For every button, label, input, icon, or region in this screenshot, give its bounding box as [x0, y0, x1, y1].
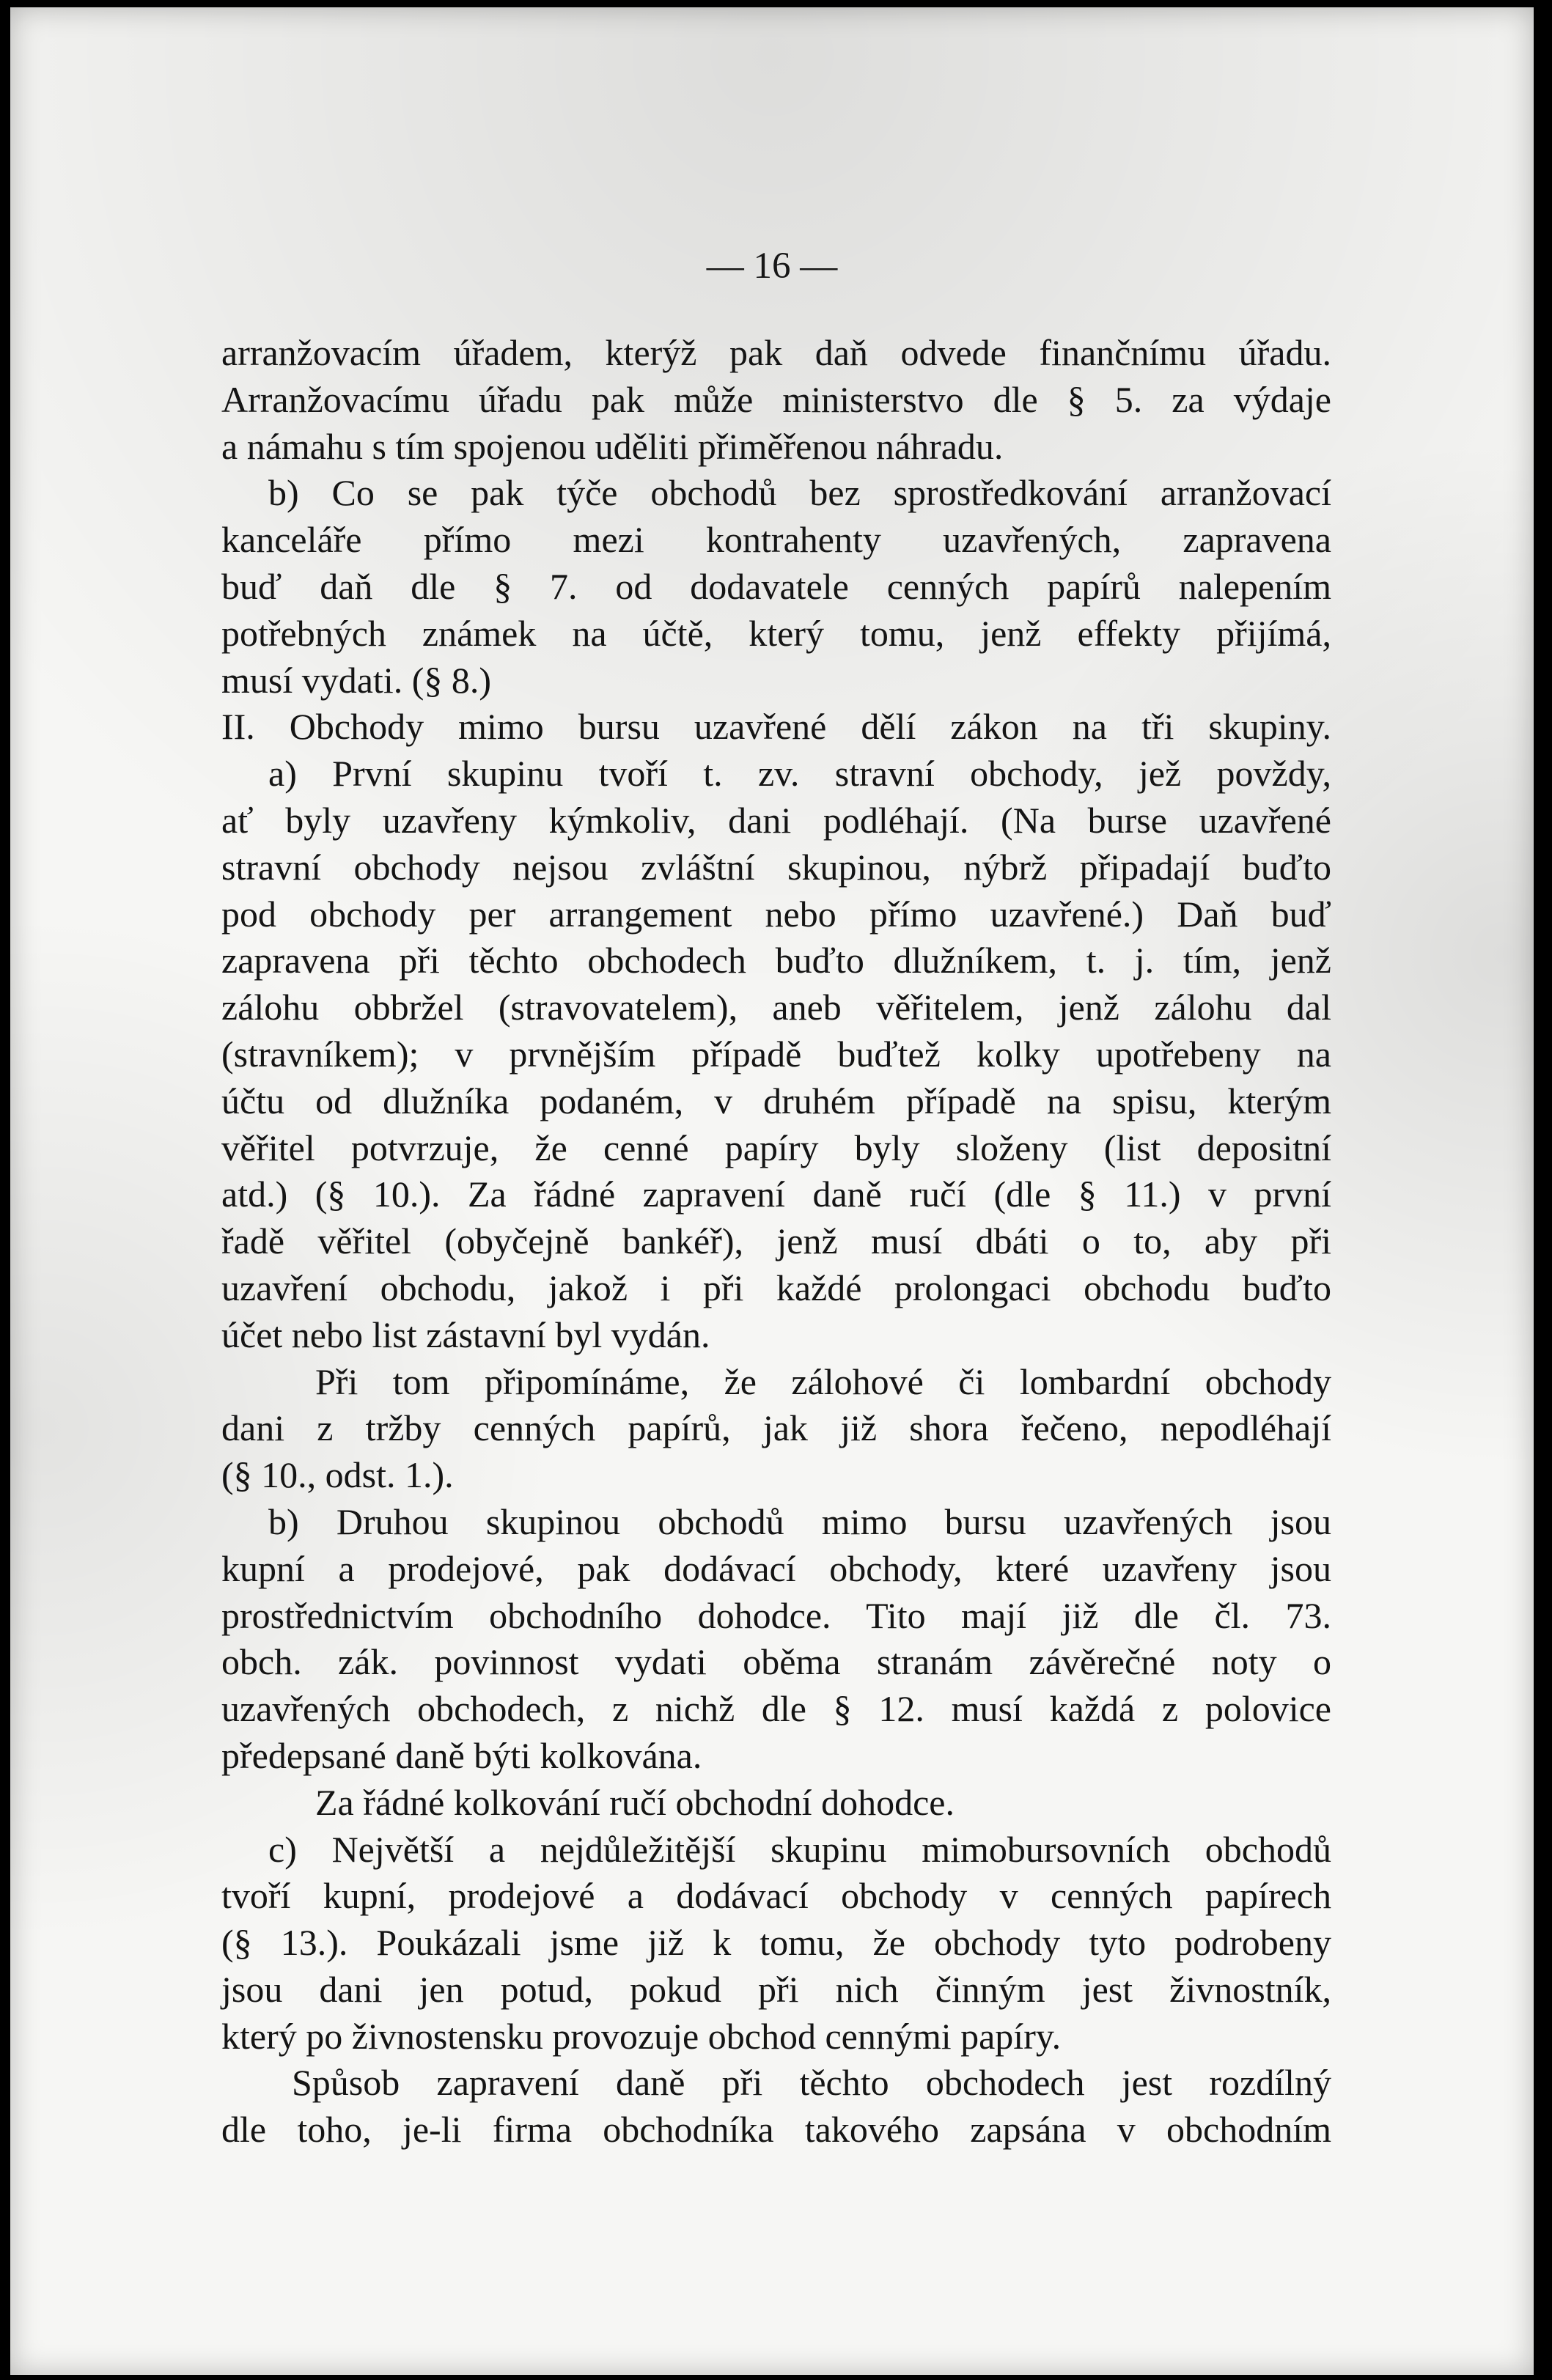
text-line: uzavřených obchodech, z nichž dle § 12. musí každá z polovice: [221, 1688, 1331, 1730]
text-line: Za řádné kolkování ručí obchodní dohodce.: [315, 1781, 955, 1823]
scanned-page: [10, 7, 1534, 2375]
page-number: — 16 —: [706, 246, 838, 287]
text-line: Při tom připomínáme, že zálohové či lombardní obchody: [315, 1360, 1331, 1402]
text-line: věřitel potvrzuje, že cenné papíry byly složeny (list depositní: [221, 1127, 1331, 1168]
text-line: prostřednictvím obchodního dohodce. Tito mají již dle čl. 73.: [221, 1594, 1331, 1636]
text-line: účet nebo list zástavní byl vydán.: [221, 1314, 710, 1355]
text-line: Spůsob zapravení daně při těchto obchodech jest rozdílný: [292, 2062, 1331, 2104]
text-line: zálohu obbržel (stravovatelem), aneb věřitelem, jenž zálohu dal: [221, 987, 1331, 1028]
text-line: a) První skupinu tvoří t. zv. stravní obchody, jež povždy,: [268, 753, 1331, 795]
text-line: (§ 10., odst. 1.).: [221, 1454, 454, 1496]
text-line: Arranžovacímu úřadu pak může ministerstvo dle § 5. za výdaje: [221, 378, 1331, 420]
text-line: II. Obchody mimo bursu uzavřené dělí zákon na tři skupiny.: [221, 706, 1331, 748]
text-line: který po živnostensku provozuje obchod cennými papíry.: [221, 2015, 1062, 2057]
text-line: uzavření obchodu, jakož i při každé prolongaci obchodu buďto: [221, 1267, 1331, 1308]
text-line: kanceláře přímo mezi kontrahenty uzavřených, zapravena: [221, 519, 1331, 561]
text-line: potřebných známek na účtě, který tomu, jenž effekty přijímá,: [221, 612, 1331, 654]
text-line: b) Druhou skupinou obchodů mimo bursu uzavřených jsou: [268, 1500, 1331, 1542]
text-line: dani z tržby cenných papírů, jak již shora řečeno, nepodléhají: [221, 1407, 1331, 1449]
text-line: a námahu s tím spojenou uděliti přiměřenou náhradu.: [221, 425, 1004, 467]
text-line: (§ 13.). Poukázali jsme již k tomu, že obchody tyto podrobeny: [221, 1922, 1331, 1964]
text-line: předepsané daně býti kolkována.: [221, 1734, 702, 1776]
text-line: b) Co se pak týče obchodů bez sprostředkování arranžovací: [268, 472, 1331, 514]
text-line: jsou dani jen potud, pokud při nich činným jest živnostník,: [221, 1968, 1331, 2010]
body-text: [221, 330, 1331, 2154]
text-line: stravní obchody nejsou zvláštní skupinou, nýbrž připadají buďto: [221, 846, 1331, 888]
text-line: dle toho, je-li firma obchodníka takového zapsána v obchodním: [221, 2109, 1331, 2151]
text-line: ať byly uzavřeny kýmkoliv, dani podléhají. (Na burse uzavřené: [221, 799, 1331, 841]
text-line: arranžovacím úřadem, kterýž pak daň odvede finančnímu úřadu.: [221, 332, 1331, 373]
text-line: (stravníkem); v prvnějším případě buďtež kolky upotřebeny na: [221, 1033, 1331, 1075]
text-line: atd.) (§ 10.). Za řádné zapravení daně ručí (dle § 11.) v první: [221, 1174, 1331, 1215]
text-line: zapravena při těchto obchodech buďto dlužníkem, t. j. tím, jenž: [221, 940, 1331, 981]
text-line: obch. zák. povinnost vydati oběma stranám závěrečné noty o: [221, 1641, 1331, 1683]
text-line: c) Největší a nejdůležitější skupinu mimobursovních obchodů: [268, 1828, 1331, 1870]
text-line: řadě věřitel (obyčejně bankéř), jenž musí dbáti o to, aby při: [221, 1220, 1331, 1262]
text-line: pod obchody per arrangement nebo přímo uzavřené.) Daň buď: [221, 893, 1331, 935]
text-line: buď daň dle § 7. od dodavatele cenných papírů nalepením: [221, 565, 1331, 607]
text-line: kupní a prodejové, pak dodávací obchody, které uzavřeny jsou: [221, 1547, 1331, 1589]
text-line: účtu od dlužníka podaném, v druhém případě na spisu, kterým: [221, 1080, 1331, 1121]
text-line: musí vydati. (§ 8.): [221, 659, 492, 701]
text-line: tvoří kupní, prodejové a dodávací obchody v cenných papírech: [221, 1875, 1331, 1917]
